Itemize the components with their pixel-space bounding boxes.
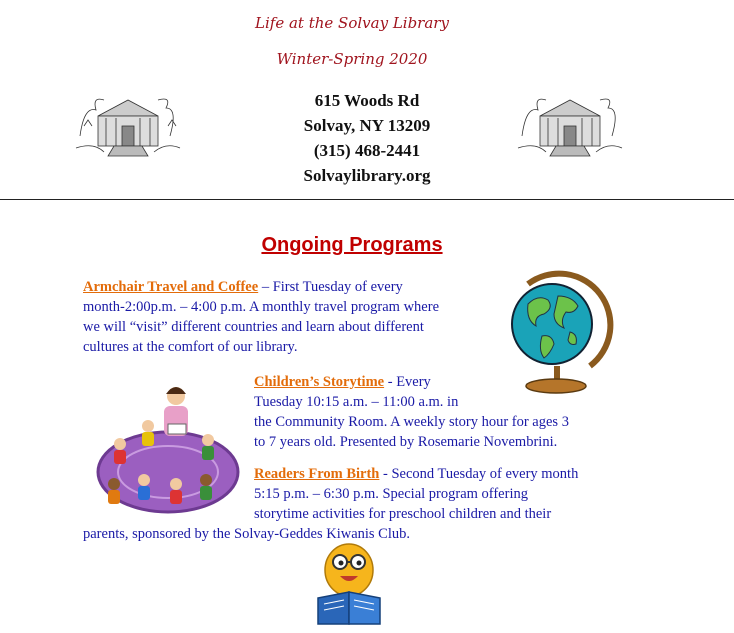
address-street: 615 Woods Rd <box>314 91 420 110</box>
program-name: Readers From Birth <box>254 466 380 482</box>
newsletter-title: Life at the Solvay Library <box>255 14 449 32</box>
newsletter-subtitle: Winter-Spring 2020 <box>276 50 428 68</box>
program-readers-from-birth-wrap: parents, sponsored by the Solvay-Geddes Kiwanis Club. <box>83 526 411 542</box>
program-childrens-storytime: Children’s Storytime - Every Tuesday 10:15 a.m. – 11:00 a.m. in the Community Room. A weekly story hour for ages 3 to 7 years old. Presented by Rosemarie Novembrini. <box>254 374 569 450</box>
library-building-sketch-right <box>516 86 624 158</box>
program-name: Armchair Travel and Coffee <box>83 279 259 295</box>
address-website[interactable]: Solvaylibrary.org <box>303 166 431 185</box>
program-armchair-travel: Armchair Travel and Coffee – First Tuesday of every month-2:00p.m. – 4:00 p.m. A monthly travel program where we will “visit” different countries and learn about different cultures at the comfort of our library. <box>83 279 440 355</box>
section-heading: Ongoing Programs <box>261 234 443 256</box>
program-name: Children’s Storytime <box>254 374 385 390</box>
library-building-sketch-left <box>74 86 182 158</box>
address-phone: (315) 468-2441 <box>313 141 421 160</box>
program-readers-from-birth: Readers From Birth - Second Tuesday of every month 5:15 p.m. – 6:30 p.m. Special program offering storytime activities for preschool children and their <box>254 466 579 522</box>
storytime-clipart <box>96 380 248 520</box>
header-divider <box>0 199 734 200</box>
reading-book-mascot <box>314 540 384 626</box>
library-address <box>267 88 467 188</box>
address-city: Solvay, NY 13209 <box>303 116 431 135</box>
